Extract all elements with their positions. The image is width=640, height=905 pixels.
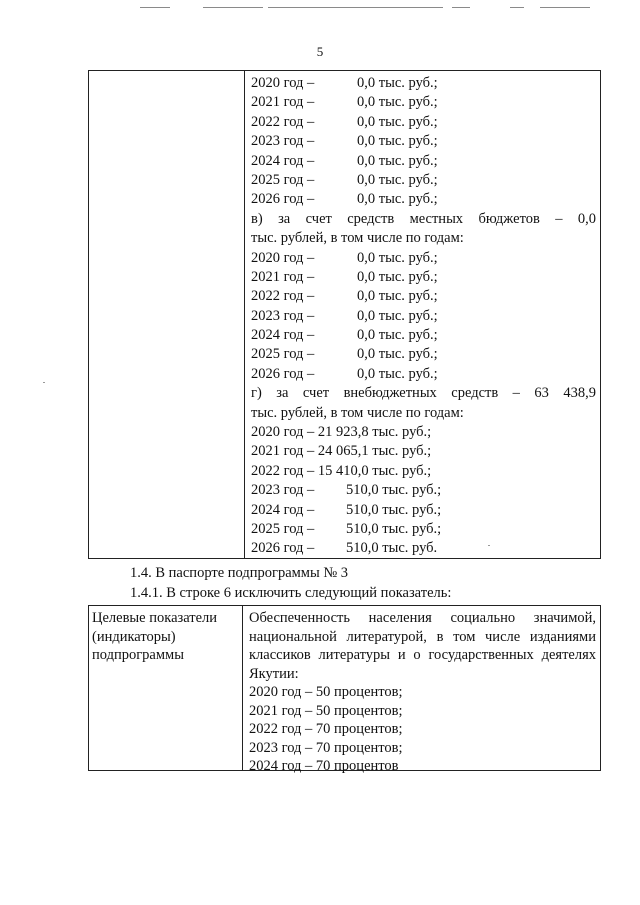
local-row: 2022 год – 0,0 тыс. руб.;: [251, 288, 438, 305]
indicator-text-line: национальной литературой, в том числе изданиями: [249, 628, 596, 645]
local-row: 2023 год – 0,0 тыс. руб.;: [251, 307, 438, 324]
indicator-label-cell: [92, 609, 242, 665]
local-row: 2024 год – 0,0 тыс. руб.;: [251, 327, 438, 344]
local-row: 2026 год – 0,0 тыс. руб.;: [251, 365, 438, 382]
page-number: 5: [316, 44, 324, 59]
funding-row: 2025 год – 0,0 тыс. руб.;: [251, 171, 438, 188]
indicator-year-line: 2021 год – 50 процентов;: [249, 702, 403, 719]
local-budget-heading-cont: тыс. рублей, в том числе по годам:: [251, 230, 464, 247]
column-divider: [244, 71, 245, 558]
indicator-label-line: (индикаторы): [92, 628, 176, 645]
funding-row: 2026 год – 0,0 тыс. руб.;: [251, 191, 438, 208]
extra-budget-heading-cont: тыс. рублей, в том числе по годам:: [251, 404, 464, 421]
scan-speck: [488, 545, 490, 546]
indicator-year-line: 2020 год – 50 процентов;: [249, 684, 403, 700]
indicator-year-line: 2023 год – 70 процентов;: [249, 739, 403, 756]
header-rule: [140, 7, 170, 8]
local-budget-heading: в) за счет средств местных бюджетов – 0,0: [251, 210, 596, 227]
funding-table: [88, 70, 601, 559]
scan-speck: [43, 382, 45, 383]
funding-row: 2022 год – 0,0 тыс. руб.;: [251, 113, 438, 130]
column-divider: [242, 606, 243, 770]
indicator-label-line: Целевые показатели: [92, 610, 218, 626]
indicator-year-line: 2022 год – 70 процентов;: [249, 721, 403, 737]
funding-row: 2020 год – 0,0 тыс. руб.;: [251, 75, 438, 91]
indicator-text-line: классиков литературы и о государственных деятелях: [249, 647, 596, 663]
header-rule: [452, 7, 470, 8]
local-row: 2020 год – 0,0 тыс. руб.;: [251, 249, 438, 266]
funding-row: 2024 год – 0,0 тыс. руб.;: [251, 152, 438, 169]
extra-row: 2021 год – 24 065,1 тыс. руб.;: [251, 443, 432, 460]
indicator-text-line: Обеспеченность населения социально значимой,: [249, 610, 596, 626]
extra-row: 2026 год – 510,0 тыс. руб.: [251, 540, 438, 557]
header-rule: [268, 7, 443, 8]
funding-row: 2021 год – 0,0 тыс. руб.;: [251, 94, 438, 111]
paragraph-1-4-1: 1.4.1. В строке 6 исключить следующий показатель:: [130, 585, 452, 601]
funding-cell: [251, 74, 596, 559]
indicator-table: [88, 605, 601, 774]
extra-row: 2022 год – 15 410,0 тыс. руб.;: [251, 462, 432, 479]
indicator-label-line: подпрограммы: [92, 647, 184, 663]
extra-row: 2020 год – 21 923,8 тыс. руб.;: [251, 424, 432, 441]
header-rule: [510, 7, 524, 8]
extra-row: 2024 год – 510,0 тыс. руб.;: [251, 501, 442, 518]
header-rule: [203, 7, 263, 8]
header-rule: [540, 7, 590, 8]
extra-budget-heading: г) за счет внебюджетных средств – 63 438,9: [251, 385, 596, 402]
extra-row: 2023 год – 510,0 тыс. руб.;: [251, 482, 442, 499]
indicator-year-line: 2024 год – 70 процентов: [249, 758, 399, 774]
indicator-text-line: Якутии:: [249, 665, 299, 682]
paragraph-1-4: 1.4. В паспорте подпрограммы № 3: [130, 565, 349, 581]
funding-row: 2023 год – 0,0 тыс. руб.;: [251, 133, 438, 150]
local-row: 2021 год – 0,0 тыс. руб.;: [251, 268, 438, 285]
indicator-text-cell: [249, 609, 596, 776]
extra-row: 2025 год – 510,0 тыс. руб.;: [251, 520, 442, 537]
local-row: 2025 год – 0,0 тыс. руб.;: [251, 346, 438, 363]
